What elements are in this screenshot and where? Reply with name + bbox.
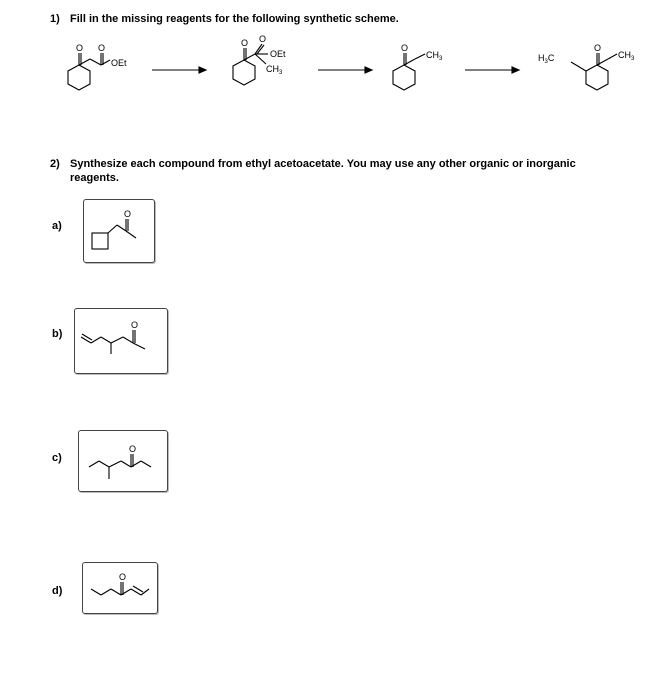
- mol3-ketone-o-label: O: [401, 43, 409, 53]
- reaction-arrow-1: [152, 67, 206, 73]
- mol2-ester-o-label: O: [259, 34, 267, 44]
- part-d-structure-box: [82, 562, 158, 614]
- part-c-molecule: [79, 431, 167, 491]
- part-a-structure-box: [83, 199, 155, 263]
- mol4-ch3-label: $CH_3$: [618, 50, 635, 62]
- part-c-structure-box: [78, 430, 168, 492]
- question-2-text-line2: reagents.: [70, 172, 119, 184]
- mol2-oet-label: OEt: [270, 49, 286, 59]
- reaction-arrow-2: [318, 67, 372, 73]
- mol4-h3c-label: $H_3C$: [538, 53, 555, 65]
- question-1-number: 1): [50, 13, 60, 25]
- part-b-molecule: [75, 309, 167, 373]
- part-b-structure-box: [74, 308, 168, 374]
- part-a-o-label: O: [124, 209, 132, 219]
- part-d-molecule: [83, 563, 157, 613]
- mol4-ketone-o-label: O: [594, 43, 602, 53]
- part-a-molecule: [84, 200, 154, 262]
- molecule-4-disubstituted-ketone: [571, 53, 617, 90]
- synthetic-scheme: [0, 28, 668, 98]
- mol1-ester-o-label: O: [98, 43, 106, 53]
- part-d-o-label: O: [119, 572, 127, 582]
- part-c-o-label: O: [129, 444, 137, 454]
- mol1-ketone-o-label: O: [76, 43, 84, 53]
- question-1-text: Fill in the missing reagents for the following synthetic scheme.: [70, 13, 399, 25]
- mol1-oet-label: OEt: [111, 58, 127, 68]
- molecule-1-keto-ester: [68, 53, 110, 90]
- part-d-label: d): [52, 585, 63, 597]
- molecule-2-alkylated-keto-ester: [233, 44, 268, 85]
- mol2-ch3-label: $CH_3$: [266, 64, 283, 76]
- molecule-3-methyl-ketone: [393, 53, 425, 90]
- part-a-label: a): [52, 220, 62, 232]
- part-b-o-label: O: [131, 320, 139, 330]
- reaction-arrow-3: [465, 67, 519, 73]
- mol2-ketone-o-label: O: [241, 38, 249, 48]
- part-c-label: c): [52, 452, 62, 464]
- question-2-text-line1: Synthesize each compound from ethyl acetoacetate. You may use any other organic or inorganic: [70, 158, 576, 170]
- part-b-label: b): [52, 328, 63, 340]
- question-2-number: 2): [50, 158, 60, 170]
- mol3-ch3-label: $CH_3$: [426, 50, 443, 62]
